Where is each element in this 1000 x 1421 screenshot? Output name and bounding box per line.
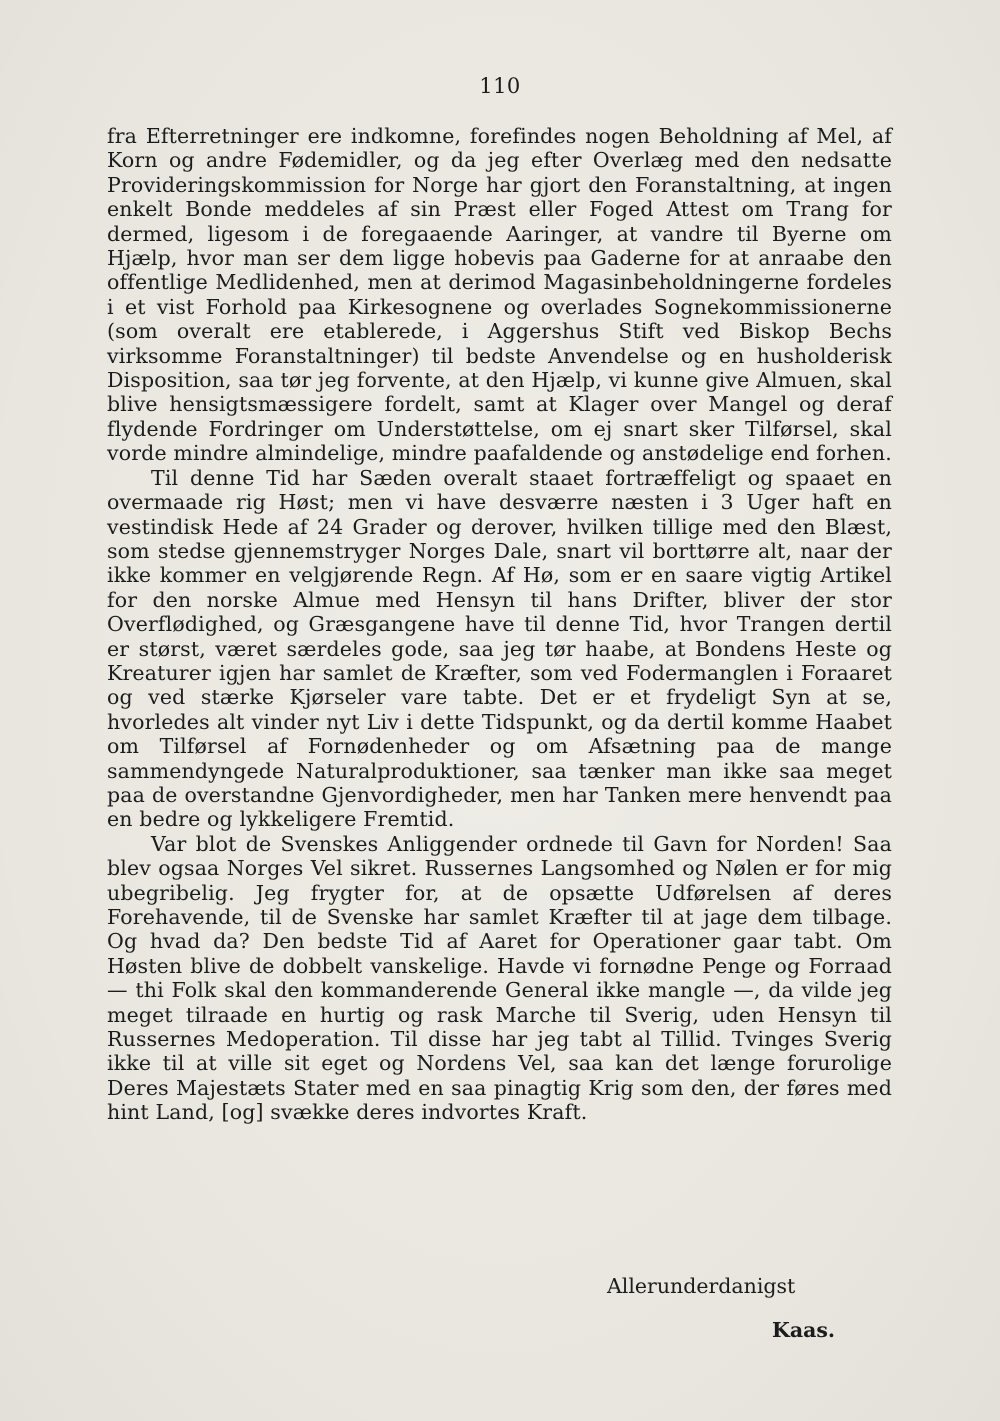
closing-salutation: Allerunderdanigst [607, 1274, 796, 1298]
paragraph-2: Til denne Tid har Sæden overalt staaet fortræffeligt og spaaet en overmaade rig Høst; men vi have desværre næsten i 3 Uger haft en vestindisk Hede af 24 Grader og derover, hvilken tillige med den Blæst, som stedse gjennemstryger Norges Dale, snart vil borttørre alt, naar der ikke kommer en velgjørende Regn. Af Hø, som er en saare vigtig Artikel for den norske Almue med Hensyn til hans Drifter, bliver der stor Overflødighed, og Græsgangene have til denne Tid, hvor Trangen dertil er størst, været særdeles gode, saa jeg tør haabe, at Bondens Heste og Kreaturer igjen har samlet de Kræfter, som ved Fodermanglen i Foraaret og ved stærke Kjørseler vare tabte. Det er et frydeligt Syn at se, hvorledes alt vinder nyt Liv i dette Tidspunkt, og da dertil komme Haabet om Tilførsel af Fornødenheder og om Afsætning paa de mange sammendyngede Naturalproduktioner, saa tænker man ikke saa meget paa de overstandne Gjenvordigheder, men har Tanken mere henvendt paa en bedre og lykkeligere Fremtid. [107, 465, 892, 832]
paragraph-3: Var blot de Svenskes Anliggender ordnede til Gavn for Norden! Saa blev ogsaa Norges Vel sikret. Russernes Langsomhed og Nølen er for mig ubegribelig. Jeg frygter for, at de opsætte Udførelsen af deres Forehavende, til de Svenske har samlet Kræfter til at jage dem tilbage. Og hvad da? Den bedste Tid af Aaret for Operationer gaar tabt. Om Høsten blive de dobbelt vanskelige. Havde vi fornødne Penge og Forraad — thi Folk skal den kommanderende General ikke mangle —, da vilde jeg meget tilraade en hurtig og rask Marche til Sverig, uden Hensyn til Russernes Medoperation. Til disse har jeg tabt al Tillid. Tvinges Sverig ikke til at ville sit eget og Nordens Vel, saa kan det længe forurolige Deres Majestæts Stater med en saa pinagtig Krig som den, der føres med hint Land, [og] svække deres indvortes Kraft. [107, 831, 892, 1125]
page-number: 110 [479, 74, 521, 98]
signature: Kaas. [772, 1318, 836, 1342]
letter-body [107, 124, 892, 1125]
paragraph-1: fra Efterretninger ere indkomne, forefindes nogen Beholdning af Mel, af Korn og andre Fødemidler, og da jeg efter Overlæg med den nedsatte Provideringskommission for Norge har gjort den Foranstaltning, at ingen enkelt Bonde meddeles af sin Præst eller Foged Attest om Trang for dermed, ligesom i de foregaaende Aaringer, at vandre til Byerne om Hjælp, hvor man ser dem ligge hobevis paa Gaderne for at anraabe den offentlige Medlidenhed, men at derimod Magasinbeholdningerne fordeles i et vist Forhold paa Kirkesognene og overlades Sognekommissionerne (som overalt ere etablerede, i Aggershus Stift ved Biskop Bechs virksomme Foranstaltninger) til bedste Anvendelse og en husholderisk Disposition, saa tør jeg forvente, at den Hjælp, vi kunne give Almuen, skal blive hensigtsmæssigere fordelt, samt at Klager over Mangel og deraf flydende Fordringer om Understøttelse, om ej snart sker Tilførsel, skal vorde mindre almindelige, mindre paafaldende og anstødelige end forhen. [107, 124, 892, 466]
